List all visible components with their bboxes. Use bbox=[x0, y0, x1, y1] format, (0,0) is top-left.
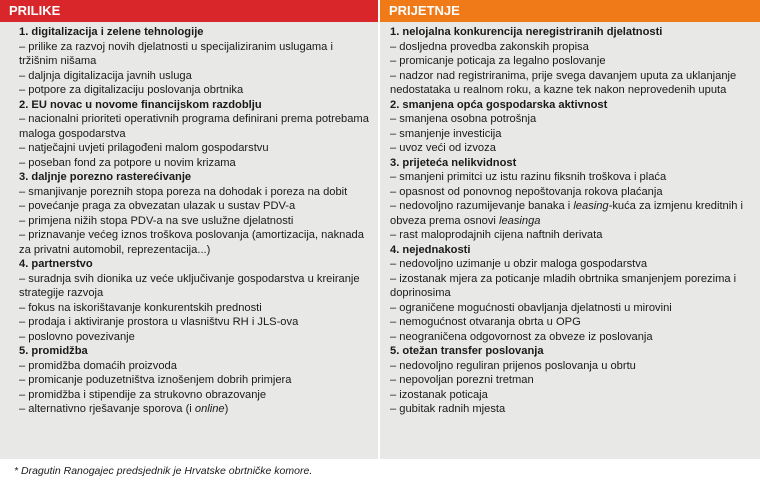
left-section bbox=[19, 257, 371, 344]
section-title: 1. nelojalna konkurencija neregistriranih djelatnosti bbox=[390, 26, 663, 38]
list-item: – nedovoljno reguliran prijenos poslovanja u obrtu bbox=[390, 359, 636, 372]
list-item: – nedovoljno razumijevanje banaka i leasing-kuća za izmjenu kreditnih i obveza prema osnovi leasinga bbox=[390, 200, 743, 227]
opportunities-column bbox=[19, 25, 371, 417]
left-section bbox=[19, 25, 371, 98]
list-item: – promidžba i stipendije za strukovno obrazovanje bbox=[19, 388, 267, 401]
section-title: 4. nejednakosti bbox=[390, 243, 471, 256]
section-title: 1. digitalizacija i zelene tehnologije bbox=[19, 26, 204, 38]
list-item: – nemogućnost otvaranja obrta u OPG bbox=[390, 316, 581, 328]
right-section bbox=[390, 156, 754, 243]
list-item: – primjena nižih stopa PDV-a na sve uslužne djelatnosti bbox=[19, 214, 294, 227]
list-item: – uvoz veći od izvoza bbox=[390, 142, 496, 154]
section-title: 2. EU novac u novome financijskom razdoblju bbox=[19, 98, 262, 111]
list-item: – izostanak mjera za poticanje mladih obrtnika smanjenjem porezima i doprinosima bbox=[390, 272, 737, 299]
list-item: – prilike za razvoj novih djelatnosti u specijaliziranim uslugama i tržišnim nišama bbox=[19, 40, 333, 67]
list-item: – smanjivanje poreznih stopa poreza na dohodak i poreza na dobit bbox=[19, 185, 348, 198]
list-item: – potpore za digitalizaciju poslovanja obrtnika bbox=[19, 84, 244, 96]
list-item: – izostanak poticaja bbox=[390, 388, 488, 401]
right-section bbox=[390, 243, 754, 345]
list-item: – promidžba domaćih proizvoda bbox=[19, 359, 177, 372]
list-item: – prodaja i aktiviranje prostora u vlasništvu RH i JLS-ova bbox=[19, 316, 299, 328]
list-item: – nepovoljan porezni tretman bbox=[390, 374, 534, 386]
left-section bbox=[19, 98, 371, 171]
footnote: * Dragutin Ranogajec predsjednik je Hrvatske obrtničke komore. bbox=[14, 465, 313, 477]
section-title: 5. otežan transfer poslovanja bbox=[390, 345, 544, 357]
left-section bbox=[19, 170, 371, 257]
right-section bbox=[390, 344, 754, 417]
right-section bbox=[390, 25, 754, 98]
list-item: – suradnja svih dionika uz veće uključivanje gospodarstva u kreiranje strategije razvoja bbox=[19, 272, 360, 299]
list-item: – poslovno povezivanje bbox=[19, 330, 135, 343]
section-title: 2. smanjena opća gospodarska aktivnost bbox=[390, 98, 608, 111]
list-item: – rast maloprodajnih cijena naftnih derivata bbox=[390, 229, 603, 241]
column-divider bbox=[378, 0, 380, 459]
list-item: – dosljedna provedba zakonskih propisa bbox=[390, 40, 589, 53]
right-section bbox=[390, 98, 754, 156]
list-item: – nacionalni prioriteti operativnih programa definirani prema potrebama maloga gospodarstva bbox=[19, 113, 369, 140]
list-item: – natječajni uvjeti prilagođeni malom gospodarstvu bbox=[19, 142, 269, 154]
list-item: – alternativno rješavanje sporova (i online) bbox=[19, 403, 229, 415]
section-title: 4. partnerstvo bbox=[19, 258, 93, 270]
list-item: – nadzor nad registriranima, prije svega davanjem uputa za uklanjanje nedostataka u realnom roku, a kazne tek nakon neprovedenih uputa bbox=[390, 69, 737, 96]
threats-column bbox=[390, 25, 754, 417]
section-title: 3. daljnje porezno rasterećivanje bbox=[19, 171, 192, 183]
left-section bbox=[19, 344, 371, 417]
opportunities-header: PRILIKE bbox=[0, 0, 378, 22]
list-item: – priznavanje većeg iznos troškova poslovanja (amortizacija, naknada za privatni automobil, reprezentacija...) bbox=[19, 229, 364, 256]
list-item: – opasnost od ponovnog nepoštovanja rokova plaćanja bbox=[390, 185, 663, 198]
list-item: – ograničene mogućnosti obavljanja djelatnosti u mirovini bbox=[390, 301, 672, 314]
list-item: – poseban fond za potpore u novim krizama bbox=[19, 156, 236, 169]
section-title: 5. promidžba bbox=[19, 345, 88, 357]
list-item: – smanjeni primitci uz istu razinu fiksnih troškova i plaća bbox=[390, 171, 667, 183]
list-item: – promicanje poticaja za legalno poslovanje bbox=[390, 55, 606, 67]
section-title: 3. prijeteća nelikvidnost bbox=[390, 156, 517, 169]
list-item: – daljnja digitalizacija javnih usluga bbox=[19, 69, 192, 82]
list-item: – smanjenje investicija bbox=[390, 127, 502, 140]
list-item: – fokus na iskorištavanje konkurentskih prednosti bbox=[19, 301, 262, 314]
list-item: – smanjena osobna potrošnja bbox=[390, 113, 537, 125]
list-item: – promicanje poduzetništva iznošenjem dobrih primjera bbox=[19, 374, 292, 386]
threats-header: PRIJETNJE bbox=[380, 0, 760, 22]
list-item: – povećanje praga za obvezatan ulazak u sustav PDV-a bbox=[19, 200, 296, 212]
list-item: – nedovoljno uzimanje u obzir maloga gospodarstva bbox=[390, 258, 648, 270]
list-item: – neograničena odgovornost za obveze iz poslovanja bbox=[390, 330, 653, 343]
list-item: – gubitak radnih mjesta bbox=[390, 403, 506, 415]
